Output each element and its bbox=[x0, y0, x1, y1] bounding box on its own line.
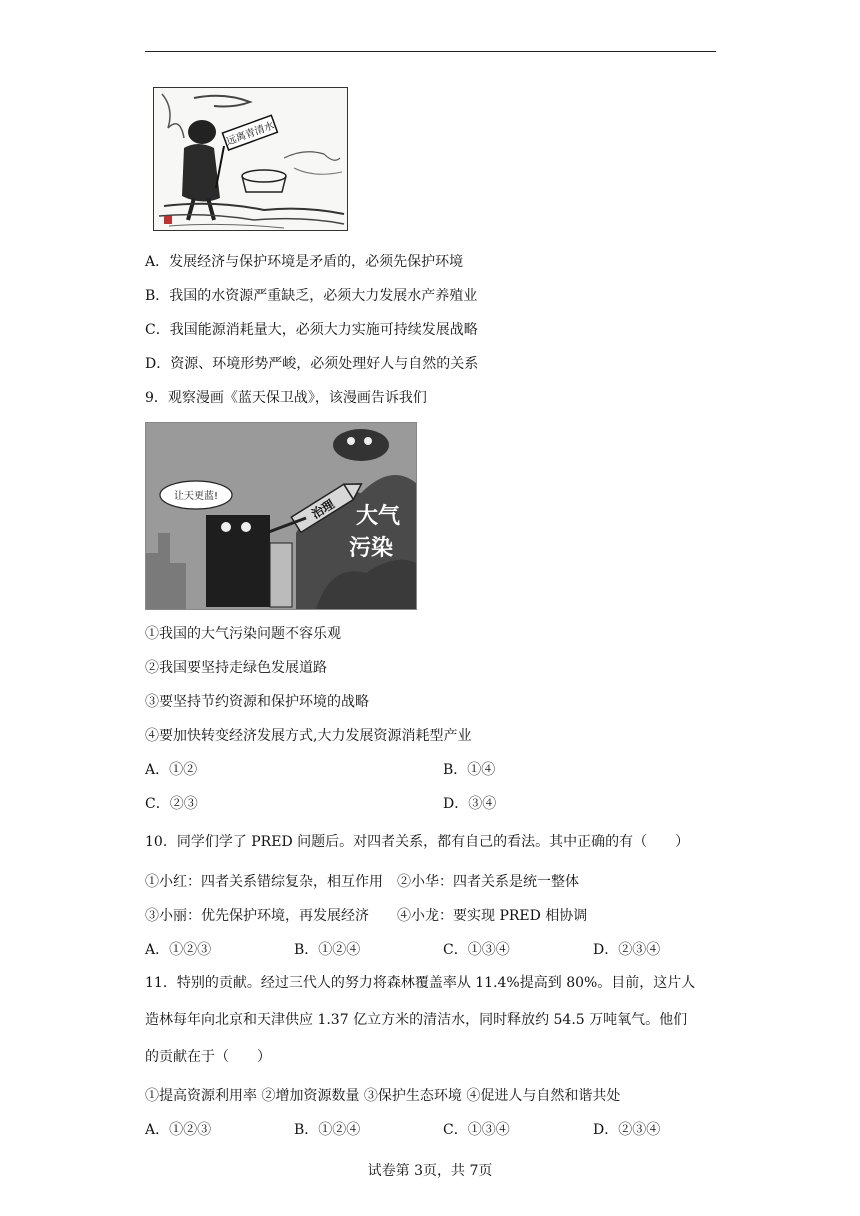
q9-option-b: B．①④ bbox=[443, 762, 496, 778]
q11-option-a: A．①②③ bbox=[145, 1122, 212, 1138]
q8-option-d: D．资源、环境形势严峻，必须处理好人与自然的关系 bbox=[145, 356, 479, 372]
cartoon-bubble-text: 让天更蓝! bbox=[173, 491, 219, 502]
q10-row-2: ③小丽：优先保护环境，再发展经济 ④小龙：要实现 PRED 相协调 bbox=[145, 908, 588, 924]
q8-option-b: B．我国的水资源严重缺乏，必须大力发展水产养殖业 bbox=[145, 288, 478, 304]
cartoon-blue-sky-drawing bbox=[146, 423, 416, 609]
q9-stem: 9．观察漫画《蓝天保卫战》，该漫画告诉我们 bbox=[145, 390, 427, 406]
q9-option-a: A．①② bbox=[145, 762, 198, 778]
q11-stem-line-2: 造林每年向北京和天津供应 1.37 亿立方米的清洁水，同时释放约 54.5 万吨氧气。他们 bbox=[145, 1012, 688, 1028]
q9-option-c: C．②③ bbox=[145, 796, 198, 812]
q11-stem-line-3: 的贡献在于（ ） bbox=[145, 1049, 271, 1065]
q9-item-3: ③要坚持节约资源和保护环境的战略 bbox=[145, 694, 369, 710]
q9-option-d: D．③④ bbox=[443, 796, 497, 812]
header-rule bbox=[145, 51, 716, 52]
q10-option-c: C．①③④ bbox=[443, 942, 510, 958]
q10-option-d: D．②③④ bbox=[593, 942, 661, 958]
q10-option-b: B．①②④ bbox=[294, 942, 361, 958]
cartoon-water-drawing bbox=[154, 88, 347, 230]
cartoon-sign-text: 远离青清水 bbox=[225, 120, 276, 148]
q9-item-4: ④要加快转变经济发展方式,大力发展资源消耗型产业 bbox=[145, 728, 472, 744]
cartoon-pollution-line1: 大气 bbox=[355, 504, 401, 529]
q10-option-a: A．①②③ bbox=[145, 942, 212, 958]
q9-item-1: ①我国的大气污染问题不容乐观 bbox=[145, 626, 341, 642]
q11-option-b: B．①②④ bbox=[294, 1122, 361, 1138]
q11-option-d: D．②③④ bbox=[593, 1122, 661, 1138]
cartoon-pollution-line2: 污染 bbox=[348, 536, 394, 561]
q11-stem-line-1: 11．特别的贡献。经过三代人的努力将森林覆盖率从 11.4%提高到 80%。目前，这片人 bbox=[145, 975, 696, 991]
q11-items: ①提高资源利用率 ②增加资源数量 ③保护生态环境 ④促进人与自然和谐共处 bbox=[145, 1088, 621, 1104]
cartoon-blue-sky-image bbox=[145, 422, 417, 610]
q8-option-c: C．我国能源消耗量大，必须大力实施可持续发展战略 bbox=[145, 322, 478, 338]
cartoon-water-image bbox=[153, 87, 348, 231]
page-footer: 试卷第 3页，共 7页 bbox=[367, 1163, 493, 1179]
q10-row-1: ①小红：四者关系错综复杂，相互作用 ②小华：四者关系是统一整体 bbox=[145, 874, 579, 890]
q9-item-2: ②我国要坚持走绿色发展道路 bbox=[145, 660, 327, 676]
q11-option-c: C．①③④ bbox=[443, 1122, 510, 1138]
cartoon-rocket-text: 治理 bbox=[309, 496, 337, 522]
q8-option-a: A．发展经济与保护环境是矛盾的，必须先保护环境 bbox=[145, 254, 464, 270]
q10-stem: 10．同学们学了 PRED 问题后。对四者关系，都有自己的看法。其中正确的有（ ） bbox=[145, 834, 690, 850]
